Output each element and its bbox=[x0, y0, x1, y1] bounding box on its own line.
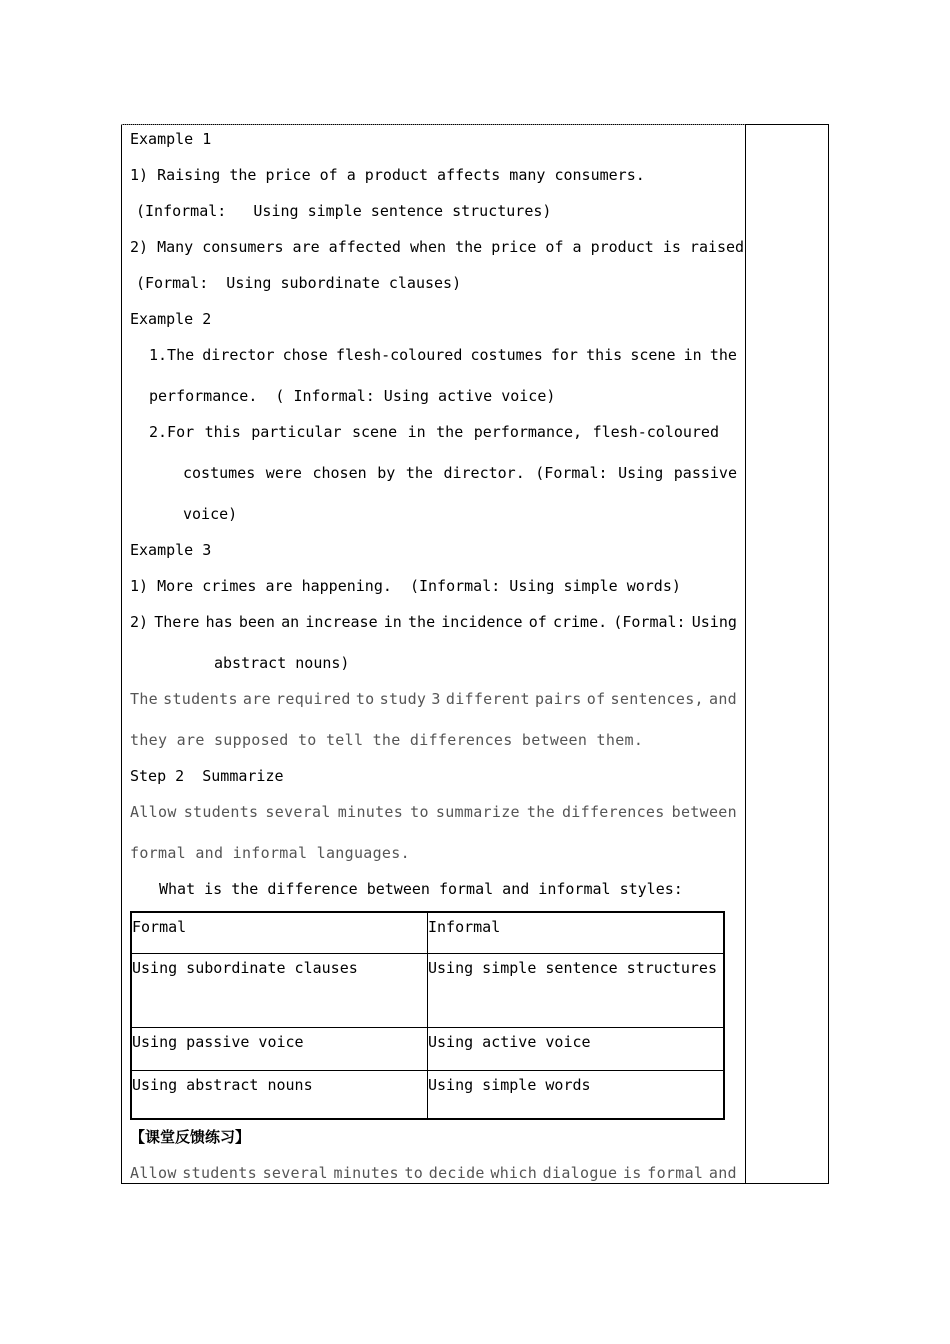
word: required bbox=[276, 690, 351, 708]
example1-sentence2: 2) Many consumers are affected when the price of a product is raised bbox=[130, 238, 745, 256]
word: 2.For bbox=[149, 423, 195, 441]
word: summarize bbox=[435, 803, 520, 821]
word: study bbox=[379, 690, 427, 708]
word: The bbox=[130, 690, 158, 708]
word: are bbox=[242, 690, 271, 708]
word: increase bbox=[305, 613, 378, 631]
word: minutes bbox=[333, 1164, 399, 1182]
word: There bbox=[154, 613, 200, 631]
word: the bbox=[405, 464, 433, 482]
step2-line1 bbox=[130, 799, 737, 825]
word: costumes bbox=[183, 464, 256, 482]
table-row bbox=[131, 1027, 724, 1070]
word: decide bbox=[428, 1164, 485, 1182]
word: to bbox=[404, 1164, 424, 1182]
word: has bbox=[205, 613, 233, 631]
word: director bbox=[202, 346, 275, 364]
word: for bbox=[550, 346, 578, 364]
example1-note2: (Formal: Using subordinate clauses) bbox=[136, 274, 462, 292]
word: chose bbox=[282, 346, 328, 364]
word: 2) bbox=[130, 613, 149, 631]
word: scene bbox=[352, 423, 398, 441]
word: 1.The bbox=[149, 346, 195, 364]
instruction1-line1 bbox=[130, 686, 737, 712]
word: minutes bbox=[337, 803, 404, 821]
word: scene bbox=[630, 346, 676, 364]
word: flesh-coloured bbox=[335, 346, 463, 364]
word: which bbox=[490, 1164, 538, 1182]
word: Using bbox=[691, 613, 737, 631]
word: crime. bbox=[552, 613, 608, 631]
word: formal bbox=[647, 1164, 704, 1182]
word: Allow bbox=[130, 803, 177, 821]
word: an bbox=[281, 613, 300, 631]
table-cell: Using simple words bbox=[428, 1070, 725, 1119]
table-cell: Using active voice bbox=[428, 1027, 725, 1070]
word: several bbox=[265, 803, 331, 821]
word: the bbox=[526, 803, 555, 821]
word: differences bbox=[561, 803, 665, 821]
word: students bbox=[182, 1164, 257, 1182]
word: to bbox=[410, 803, 429, 821]
side-column-divider bbox=[745, 124, 746, 1184]
table-header-informal: Informal bbox=[428, 912, 725, 953]
word: (Formal: bbox=[613, 613, 686, 631]
word: pairs bbox=[534, 690, 582, 708]
word: to bbox=[355, 690, 375, 708]
word: particular bbox=[251, 423, 342, 441]
top-divider bbox=[121, 124, 745, 125]
word: in bbox=[407, 423, 426, 441]
word: director. bbox=[443, 464, 525, 482]
word: sentences, bbox=[610, 690, 704, 708]
word: Using bbox=[618, 464, 664, 482]
word: been bbox=[238, 613, 275, 631]
word: several bbox=[262, 1164, 328, 1182]
word: incidence bbox=[441, 613, 523, 631]
word: of bbox=[528, 613, 547, 631]
word: flesh-coloured bbox=[592, 423, 719, 441]
example2-sentence1-line2: performance. ( Informal: Using active voice) bbox=[149, 387, 556, 405]
step2-question: What is the difference between formal and informal styles: bbox=[159, 880, 683, 898]
example1-heading: Example 1 bbox=[130, 130, 212, 148]
feedback-heading: 【课堂反馈练习】 bbox=[130, 1128, 251, 1146]
step2-heading: Step 2 Summarize bbox=[130, 767, 284, 785]
word: Allow bbox=[130, 1164, 177, 1182]
word: chosen bbox=[312, 464, 367, 482]
example2-sentence1-line1 bbox=[149, 342, 737, 368]
table-row bbox=[131, 1070, 724, 1119]
table-header-row bbox=[131, 912, 724, 953]
word: students bbox=[163, 690, 238, 708]
word: in bbox=[683, 346, 702, 364]
table-cell: Using abstract nouns bbox=[131, 1070, 428, 1119]
example2-sentence2-line2 bbox=[183, 460, 737, 486]
word: this bbox=[586, 346, 623, 364]
word: and bbox=[708, 690, 737, 708]
word: the bbox=[408, 613, 436, 631]
example3-sentence2-line1 bbox=[130, 609, 737, 635]
table-header-formal: Formal bbox=[131, 912, 428, 953]
word: by bbox=[377, 464, 396, 482]
word: different bbox=[445, 690, 530, 708]
table-cell: Using simple sentence structures bbox=[428, 953, 725, 1027]
word: were bbox=[265, 464, 302, 482]
instruction1-line2: they are supposed to tell the differences between them. bbox=[130, 731, 644, 749]
table-cell: Using subordinate clauses bbox=[131, 953, 428, 1027]
feedback-line1 bbox=[130, 1160, 737, 1186]
example1-sentence1: 1) Raising the price of a product affects many consumers. bbox=[130, 166, 645, 184]
word: is bbox=[622, 1164, 642, 1182]
word: the bbox=[436, 423, 464, 441]
word: students bbox=[183, 803, 259, 821]
word: this bbox=[204, 423, 241, 441]
word: passive bbox=[673, 464, 737, 482]
word: (Formal: bbox=[535, 464, 608, 482]
word: of bbox=[586, 690, 606, 708]
example2-sentence2-line3: voice) bbox=[183, 505, 238, 523]
example3-sentence2-line2: abstract nouns) bbox=[214, 654, 350, 672]
table-cell: Using passive voice bbox=[131, 1027, 428, 1070]
example3-heading: Example 3 bbox=[130, 541, 212, 559]
table-row bbox=[131, 953, 724, 1027]
word: the bbox=[709, 346, 737, 364]
example1-note1: (Informal: Using simple sentence structures) bbox=[136, 202, 552, 220]
word: in bbox=[383, 613, 402, 631]
word: 3 bbox=[431, 690, 441, 708]
word: costumes bbox=[470, 346, 543, 364]
step2-line2: formal and informal languages. bbox=[130, 844, 410, 862]
word: performance, bbox=[473, 423, 583, 441]
comparison-table bbox=[130, 911, 725, 1120]
word: dialogue bbox=[542, 1164, 618, 1182]
example2-heading: Example 2 bbox=[130, 310, 212, 328]
example3-sentence1: 1) More crimes are happening. (Informal: Using simple words) bbox=[130, 577, 681, 595]
word: and bbox=[708, 1164, 737, 1182]
example2-sentence2-line1 bbox=[149, 419, 719, 445]
word: between bbox=[671, 803, 737, 821]
